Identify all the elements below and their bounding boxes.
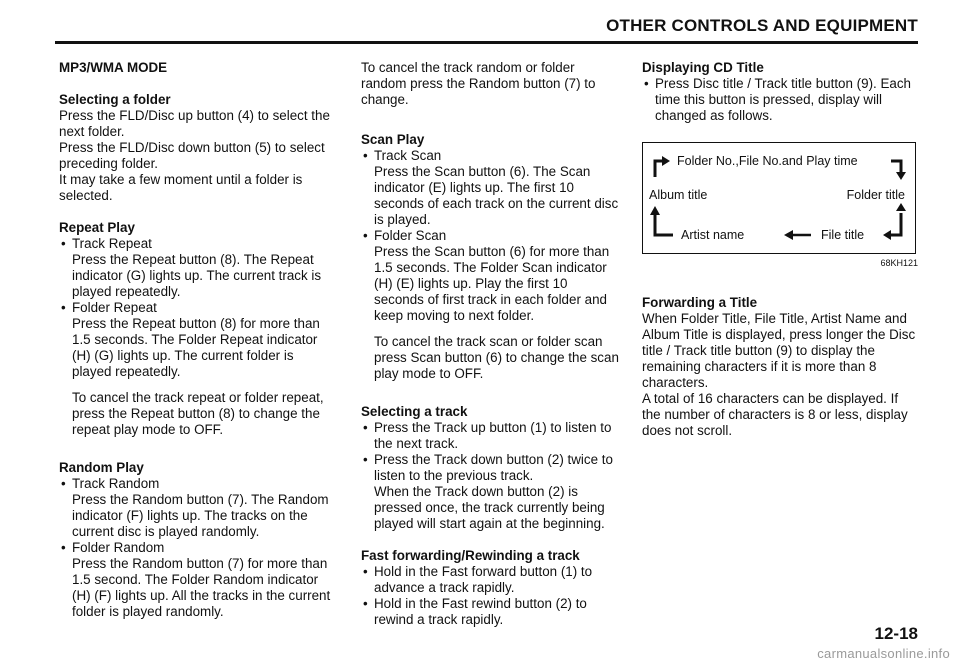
list-item-text: Press the Track up button (1) to listen to the next track. (374, 420, 612, 451)
list-item-title: Track Scan (374, 148, 442, 163)
list-item-title: Folder Repeat (72, 300, 157, 315)
column-right (642, 60, 918, 439)
list-item (361, 228, 621, 324)
diagram-label-bottom-right: File title (821, 228, 865, 242)
list-item-text: Hold in the Fast forward button (1) to advance a track rapidly. (374, 564, 593, 595)
list-item-text: Press the Scan button (6). The Scan indicator (E) lights up. The first 10 seconds of each track on the current disc is played. (374, 164, 619, 227)
section-random-play (59, 460, 334, 620)
fast-forwarding-list (361, 564, 621, 628)
list-item (59, 236, 334, 300)
column-left (59, 60, 334, 636)
list-item (361, 596, 621, 628)
repeat-cancel-text: To cancel the track repeat or folder repeat, press the Repeat button (8) to change the repeat play mode to OFF. (72, 390, 324, 437)
section-displaying-cd-title (642, 60, 918, 124)
list-item (59, 300, 334, 380)
scan-cancel-text: To cancel the track scan or folder scan press Scan button (6) to change the scan play mode to OFF. (374, 334, 619, 381)
list-item-text: Press the Random button (7) for more than 1.5 second. The Folder Random indicator (H) (F) lights up. All the tracks in the current folder is played randomly. (72, 556, 331, 619)
list-item (361, 452, 621, 532)
list-item-text: Press the Random button (7). The Random indicator (F) lights up. The tracks on the current disc is played randomly. (72, 492, 329, 539)
list-item-text: Press the Repeat button (8) for more than 1.5 seconds. The Folder Repeat indicator (H) (G) lights up. The current folder is played repeatedly. (72, 316, 320, 379)
bullet: • (363, 452, 368, 467)
bullet: • (363, 420, 368, 435)
random-play-list (59, 476, 334, 620)
list-item-title: Folder Random (72, 540, 165, 555)
cd-title-list (642, 76, 918, 124)
bullet: • (363, 596, 368, 611)
repeat-play-heading: Repeat Play (59, 220, 135, 235)
figure-code: 68KH121 (880, 258, 918, 268)
bullet: • (61, 236, 66, 251)
mode-title: MP3/WMA MODE (59, 60, 168, 75)
list-item (59, 540, 334, 620)
bullet: • (363, 148, 368, 163)
section-repeat-play (59, 220, 334, 438)
bullet: • (644, 76, 649, 91)
random-play-heading: Random Play (59, 460, 144, 475)
random-cancel-text: To cancel the track random or folder random press the Random button (7) to change. (361, 60, 596, 107)
selecting-track-heading: Selecting a track (361, 404, 468, 419)
page-header-title: OTHER CONTROLS AND EQUIPMENT (606, 16, 918, 35)
fast-forwarding-heading: Fast forwarding/Rewinding a track (361, 548, 580, 563)
selecting-track-list (361, 420, 621, 532)
display-cycle-diagram (642, 142, 916, 254)
list-item (642, 76, 918, 124)
scan-play-heading: Scan Play (361, 132, 425, 147)
watermark: carmanualsonline.info (817, 646, 950, 661)
cd-title-heading: Displaying CD Title (642, 60, 764, 75)
section-fast-forwarding (361, 548, 621, 628)
column-middle (361, 60, 621, 644)
list-item (361, 564, 621, 596)
page-number: 12-18 (874, 624, 918, 643)
list-item (59, 476, 334, 540)
list-item-title: Track Repeat (72, 236, 152, 251)
list-item (361, 420, 621, 452)
diagram-label-bottom-left: Artist name (681, 228, 745, 242)
section-selecting-folder (59, 92, 334, 204)
diagram-label-left: Album title (649, 188, 708, 202)
list-item-text: Press the Scan button (6) for more than 1.5 seconds. The Folder Scan indicator (H) (E) lights up. Play the first 10 seconds of first track in each folder and keep moving to next folder. (374, 244, 610, 323)
diagram-label-right: Folder title (846, 188, 905, 202)
repeat-play-list (59, 236, 334, 380)
scan-play-list (361, 148, 621, 324)
list-item-text: Press Disc title / Track title button (9). Each time this button is pressed, display will changed as follows. (655, 76, 911, 123)
list-item-title: Track Random (72, 476, 160, 491)
header-rule (55, 41, 918, 44)
bullet: • (61, 300, 66, 315)
list-item-title: Folder Scan (374, 228, 447, 243)
list-item-text: Press the Track down button (2) twice to listen to the previous track. When the Track down button (2) is pressed once, the track currently being played will start again at the beginning. (374, 452, 613, 531)
section-scan-play (361, 132, 621, 382)
section-forwarding-title (642, 295, 918, 439)
bullet: • (61, 476, 66, 491)
section-selecting-track (361, 404, 621, 532)
forwarding-title-text: When Folder Title, File Title, Artist Name and Album Title is displayed, press longer the Disc title / Track title button (9) to display the remaining characters if it is more than 8 characters. A total of 16 characters can be displayed. If the number of characters is 8 or less, display does not scroll. (642, 311, 916, 438)
list-item-text: Press the Repeat button (8). The Repeat indicator (G) lights up. The current track is played repeatedly. (72, 252, 322, 299)
bullet: • (61, 540, 66, 555)
bullet: • (363, 564, 368, 579)
selecting-folder-text: Press the FLD/Disc up button (4) to select the next folder. Press the FLD/Disc down button (5) to select preceding folder. It may take a few moment until a folder is selected. (59, 108, 330, 203)
bullet: • (363, 228, 368, 243)
forwarding-title-heading: Forwarding a Title (642, 295, 758, 310)
selecting-folder-heading: Selecting a folder (59, 92, 171, 107)
list-item (361, 148, 621, 228)
list-item-text: Hold in the Fast rewind button (2) to rewind a track rapidly. (374, 596, 587, 627)
diagram-label-top: Folder No.,File No.and Play time (677, 154, 858, 168)
